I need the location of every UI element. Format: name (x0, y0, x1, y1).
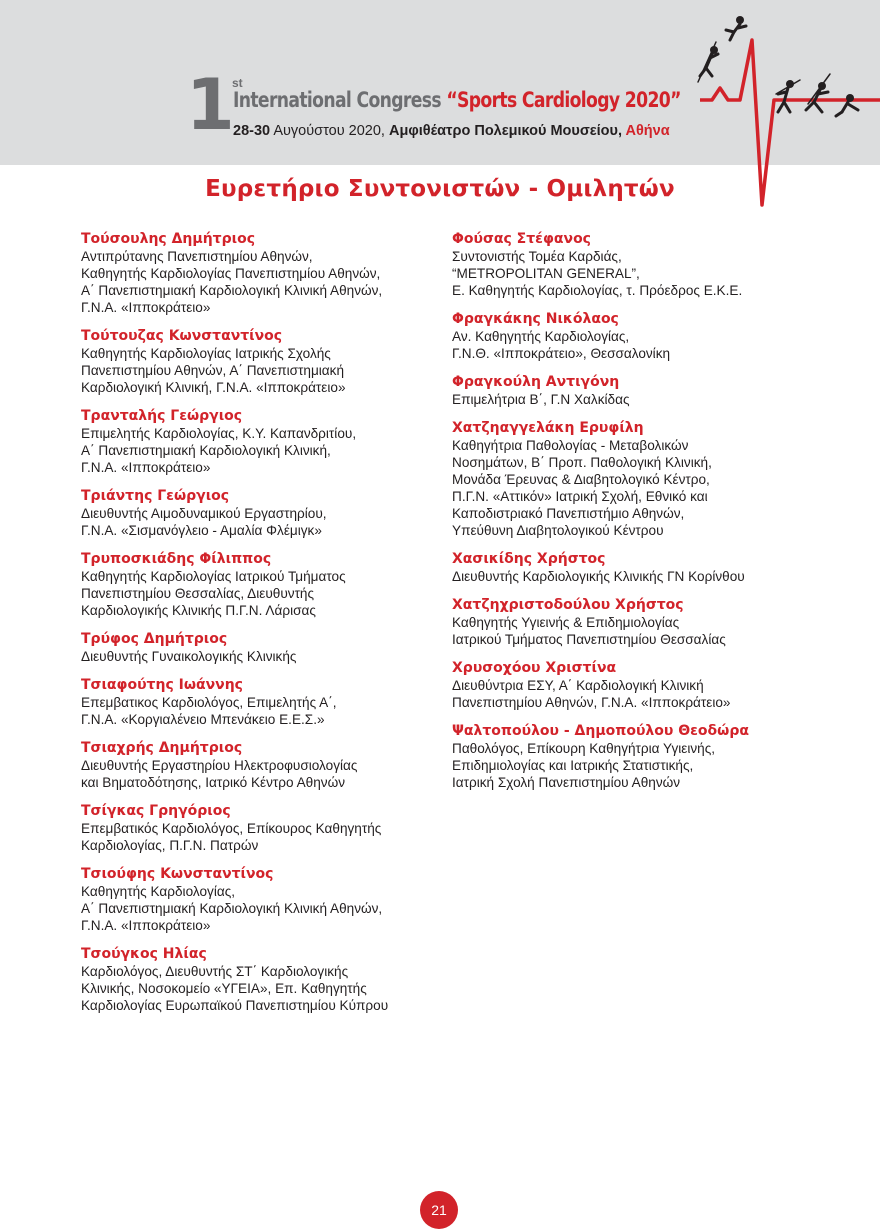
speaker-entry (81, 866, 436, 934)
speaker-affiliation-line: Καθηγητής Υγιεινής & Επιδημιολογίας (452, 615, 680, 630)
speaker-affiliation-line: Διευθυντής Εργαστηρίου Ηλεκτροφυσιολογίας (81, 758, 358, 773)
congress-details (233, 123, 670, 139)
speaker-name: Φραγκάκης Νικόλαος (452, 311, 619, 327)
speaker-entry (452, 311, 832, 362)
speaker-affiliation-line: Πανεπιστημίου Αθηνών, Α΄ Πανεπιστημιακή (81, 363, 345, 378)
speaker-affiliation-line: Ιατρική Σχολή Πανεπιστημίου Αθηνών (452, 775, 681, 790)
congress-city: Αθήνα (625, 123, 670, 139)
congress-prefix: International Congress (233, 88, 447, 112)
speaker-entry (81, 631, 436, 665)
speaker-affiliation-line: Καθηγητής Καρδιολογίας Ιατρικού Τμήματος (81, 569, 346, 584)
speaker-affiliation-line: Καρδιολογικής Κλινικής Π.Γ.Ν. Λάρισας (81, 603, 316, 618)
speaker-affiliation-line: Υπεύθυνη Διαβητολογικού Κέντρου (452, 523, 664, 538)
speaker-affiliation-line: Καποδιστριακό Πανεπιστήμιο Αθηνών, (452, 506, 685, 521)
congress-month-year: Αυγούστου 2020, (270, 123, 389, 139)
congress-title (233, 88, 681, 112)
speaker-entry (81, 231, 436, 316)
speaker-affiliation-line: Γ.Ν.Α. «Ιπποκράτειο» (81, 460, 211, 475)
congress-venue: Αμφιθέατρο Πολεμικού Μουσείου, (388, 123, 626, 139)
speaker-affiliation-line: Επεμβατικός Καρδιολόγος, Επίκουρος Καθηγητής (81, 821, 382, 836)
speaker-affiliation-line: Γ.Ν.Α. «Ιπποκράτειο» (81, 300, 211, 315)
speaker-entry (452, 723, 832, 791)
speaker-affiliation-line: Κλινικής, Νοσοκομείο «ΥΓΕΙΑ», Επ. Καθηγητής (81, 981, 367, 996)
speaker-affiliation-line: Καθηγητής Καρδιολογίας Ιατρικής Σχολής (81, 346, 331, 361)
speaker-affiliation-line: Καθηγήτρια Παθολογίας - Μεταβολικών (452, 438, 689, 453)
speaker-affiliation-line: Διευθυντής Αιμοδυναμικού Εργαστηρίου, (81, 506, 327, 521)
speaker-entry (452, 597, 832, 648)
left-column (81, 231, 436, 1026)
speaker-affiliation-line: Πανεπιστημίου Αθηνών, Γ.Ν.Α. «Ιπποκράτειο» (452, 695, 731, 710)
athlete-silhouettes-icon (690, 12, 870, 122)
speaker-name: Τσούγκος Ηλίας (81, 946, 207, 962)
speaker-name: Τούσουλης Δημήτριος (81, 231, 255, 247)
speaker-affiliation-line: Επιμελητής Καρδιολογίας, Κ.Υ. Καπανδριτίου, (81, 426, 357, 441)
speaker-name: Τσίγκας Γρηγόριος (81, 803, 231, 819)
speaker-entry (81, 488, 436, 539)
speaker-affiliation-line: Αντιπρύτανης Πανεπιστημίου Αθηνών, (81, 249, 313, 264)
speaker-entry (452, 660, 832, 711)
speaker-entry (452, 420, 832, 539)
congress-name: “Sports Cardiology 2020” (446, 88, 681, 112)
speaker-affiliation-line: Καρδιολογίας Ευρωπαϊκού Πανεπιστημίου Κύπρου (81, 998, 389, 1013)
page-title: Ευρετήριο Συντονιστών - Ομιλητών (205, 176, 675, 202)
speaker-affiliation-line: Γ.Ν.Α. «Ιπποκράτειο» (81, 918, 211, 933)
congress-number-suffix: st (232, 76, 243, 90)
speaker-name: Τρυποσκιάδης Φίλιππος (81, 551, 272, 567)
speaker-entry (81, 677, 436, 728)
page-number: 21 (420, 1191, 458, 1229)
speaker-entry (81, 803, 436, 854)
speaker-name: Τούτουζας Κωνσταντίνος (81, 328, 283, 344)
speaker-entry (452, 374, 832, 408)
speaker-entry (81, 946, 436, 1014)
speaker-entry (81, 551, 436, 619)
speaker-name: Χρυσοχόου Χριστίνα (452, 660, 617, 676)
speaker-affiliation-line: Επιμελήτρια Β΄, Γ.Ν Χαλκίδας (452, 392, 630, 407)
speaker-name: Χασικίδης Χρήστος (452, 551, 606, 567)
speaker-name: Φούσας Στέφανος (452, 231, 591, 247)
speaker-affiliation-line: Μονάδα Έρευνας & Διαβητολογικό Κέντρο, (452, 472, 710, 487)
speaker-affiliation-line: Α΄ Πανεπιστημιακή Καρδιολογική Κλινική, (81, 443, 331, 458)
speaker-affiliation-line: Διευθύντρια ΕΣΥ, Α΄ Καρδιολογική Κλινική (452, 678, 704, 693)
congress-dates: 28-30 (233, 123, 271, 139)
speaker-entry (81, 408, 436, 476)
speaker-affiliation-line: Καθηγητής Καρδιολογίας, (81, 884, 236, 899)
speaker-entry (452, 551, 832, 585)
speaker-affiliation-line: Πανεπιστημίου Θεσσαλίας, Διευθυντής (81, 586, 315, 601)
speaker-affiliation-line: Π.Γ.Ν. «Αττικόν» Ιατρική Σχολή, Εθνικό και (452, 489, 708, 504)
speaker-affiliation-line: Παθολόγος, Επίκουρη Καθηγήτρια Υγιεινής, (452, 741, 716, 756)
speaker-affiliation-line: και Βηματοδότησης, Ιατρικό Κέντρο Αθηνών (81, 775, 345, 790)
speaker-entry (81, 740, 436, 791)
speaker-name: Χατζηχριστοδούλου Χρήστος (452, 597, 684, 613)
speaker-affiliation-line: Γ.Ν.Θ. «Ιπποκράτειο», Θεσσαλονίκη (452, 346, 671, 361)
speaker-affiliation-line: Καρδιολογική Κλινική, Γ.Ν.Α. «Ιπποκράτειο» (81, 380, 346, 395)
speaker-affiliation-line: Ιατρικού Τμήματος Πανεπιστημίου Θεσσαλίας (452, 632, 726, 647)
speaker-name: Φραγκούλη Αντιγόνη (452, 374, 620, 390)
speaker-name: Τσιαχρής Δημήτριος (81, 740, 243, 756)
speaker-entry (452, 231, 832, 299)
speaker-name: Τρανταλής Γεώργιος (81, 408, 243, 424)
speaker-affiliation-line: Α΄ Πανεπιστημιακή Καρδιολογική Κλινική Αθηνών, (81, 283, 383, 298)
speaker-affiliation-line: Διευθυντής Γυναικολογικής Κλινικής (81, 649, 297, 664)
speaker-affiliation-line: Καθηγητής Καρδιολογίας Πανεπιστημίου Αθηνών, (81, 266, 381, 281)
speaker-name: Τσιούφης Κωνσταντίνος (81, 866, 274, 882)
speaker-name: Τσιαφούτης Ιωάννης (81, 677, 243, 693)
speaker-name: Τριάντης Γεώργιος (81, 488, 230, 504)
speaker-affiliation-line: Νοσημάτων, Β΄ Προπ. Παθολογική Κλινική, (452, 455, 712, 470)
speaker-affiliation-line: Γ.Ν.Α. «Κοργιαλένειο Μπενάκειο Ε.Ε.Σ.» (81, 712, 325, 727)
speaker-affiliation-line: Καρδιολόγος, Διευθυντής ΣΤ΄ Καρδιολογικής (81, 964, 349, 979)
speaker-name: Χατζηαγγελάκη Ερυφίλη (452, 420, 644, 436)
speaker-affiliation-line: Διευθυντής Καρδιολογικής Κλινικής ΓΝ Κορίνθου (452, 569, 745, 584)
speaker-affiliation-line: Επιδημιολογίας και Ιατρικής Στατιστικής, (452, 758, 694, 773)
speaker-affiliation-line: Γ.Ν.Α. «Σισμανόγλειο - Αμαλία Φλέμιγκ» (81, 523, 322, 538)
speaker-affiliation-line: Αν. Καθηγητής Καρδιολογίας, (452, 329, 630, 344)
speaker-affiliation-line: “METROPOLITAN GENERAL”, (452, 266, 640, 281)
speaker-affiliation-line: Καρδιολογίας, Π.Γ.Ν. Πατρών (81, 838, 259, 853)
speaker-affiliation-line: Ε. Καθηγητής Καρδιολογίας, τ. Πρόεδρος Ε.Κ.Ε. (452, 283, 743, 298)
speaker-affiliation-line: Επεμβατικος Καρδιολόγος, Επιμελητής Α΄, (81, 695, 337, 710)
congress-number: 1 (186, 64, 235, 146)
speaker-name: Ψαλτοπούλου - Δημοπούλου Θεοδώρα (452, 723, 749, 739)
speaker-affiliation-line: Α΄ Πανεπιστημιακή Καρδιολογική Κλινική Αθηνών, (81, 901, 383, 916)
speaker-affiliation-line: Συντονιστής Τομέα Καρδιάς, (452, 249, 622, 264)
right-column (452, 231, 832, 803)
speaker-entry (81, 328, 436, 396)
speaker-name: Τρύφος Δημήτριος (81, 631, 228, 647)
